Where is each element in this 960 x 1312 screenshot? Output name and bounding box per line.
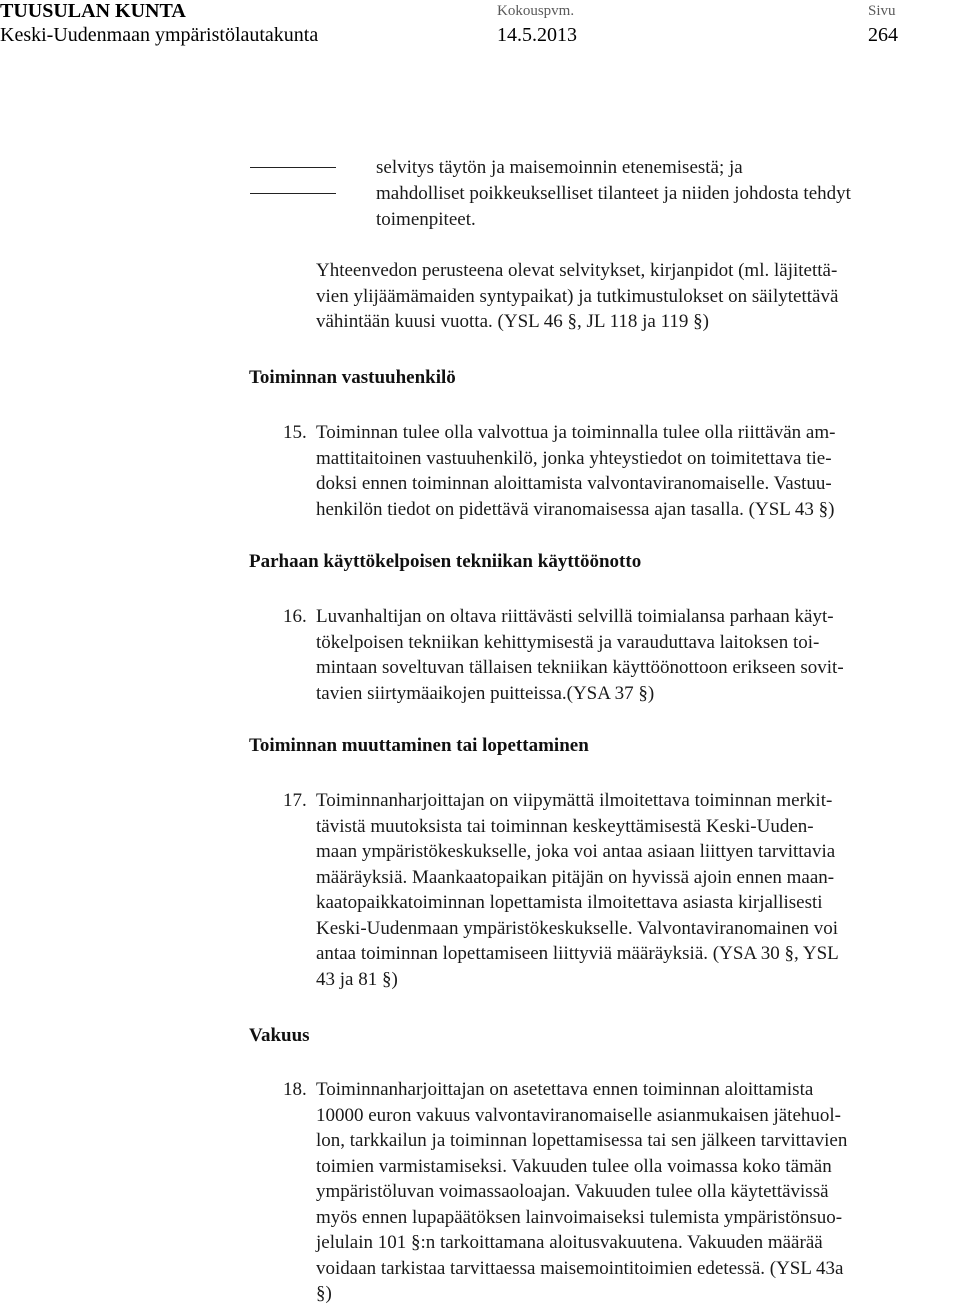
list-item-line: selvitys täytön ja maisemoinnin etenemisestä; ja [376,157,743,178]
paragraph-line: §) [316,1283,332,1304]
paragraph-line: 10000 euron vakuus valvontaviranomaiselle asianmukaisen jätehuol- [316,1104,841,1126]
organization-name: TUUSULAN KUNTA [0,0,186,22]
board-name: Keski-Uudenmaan ympäristölautakunta [0,24,319,46]
paragraph-line: Luvanhaltijan on oltava riittävästi selvillä toimialansa parhaan käyt- [316,606,834,627]
paragraph-line: antaa toiminnan lopettamiseen liittyviä määräyksiä. (YSA 30 §, YSL [316,943,839,964]
list-dash [250,167,336,168]
paragraph-line: doksi ennen toiminnan aloittamista valvontaviranomaiselle. Vastuu- [316,473,832,494]
regulation-18 [283,1077,847,1307]
regulation-number: 15. [283,422,307,443]
summary-paragraph [316,258,838,335]
regulation-17 [283,788,839,992]
paragraph-line: Keski-Uudenmaan ympäristökeskukselle. Valvontaviranomainen voi [316,917,839,939]
list-item-line: mahdolliset poikkeukselliset tilanteet ja niiden johdosta tehdyt [376,183,851,204]
paragraph-line: Yhteenvedon perusteena olevat selvitykset, kirjanpidot (ml. läjitettä- [316,260,838,281]
paragraph-line: toimien varmistamiseksi. Vakuuden tulee olla voimassa koko tämän [316,1155,832,1177]
paragraph-line: vähintään kuusi vuotta. (YSL 46 §, JL 118 ja 119 §) [316,311,709,332]
paragraph-line: tavien siirtymäaikojen puitteissa.(YSA 37 §) [316,682,655,704]
section-heading: Vakuus [249,1025,310,1046]
paragraph-line: henkilön tiedot on pidettävä viranomaisessa ajan tasalla. (YSL 43 §) [316,498,835,520]
paragraph-line: mattitaitoinen vastuuhenkilö, jonka yhteystiedot on toimitettava tie- [316,447,832,469]
paragraph-line: Toiminnanharjoittajan on asetettava ennen toiminnan aloittamista [316,1079,814,1100]
regulation-number: 17. [283,790,307,811]
paragraph-line: maan ympäristökeskukselle, joka voi antaa asiaan liittyen tarvittavia [316,841,836,862]
paragraph-line: 43 ja 81 §) [316,968,398,990]
paragraph-line: Toiminnan tulee olla valvottua ja toiminnalla tulee olla riittävän am- [316,422,836,443]
section-heading: Parhaan käyttökelpoisen tekniikan käyttöönotto [249,551,642,572]
paragraph-line: lon, tarkkailun ja toiminnan lopettamisessa tai sen jälkeen tarvittavien [316,1130,848,1151]
regulation-number: 16. [283,606,307,627]
paragraph-line: ympäristöluvan voimassaoloajan. Vakuuden tulee olla käytettävissä [316,1181,829,1202]
paragraph-line: määräyksiä. Maankaatopaikan pitäjän on hyvissä ajoin ennen maan- [316,866,835,888]
paragraph-line: voidaan tarkistaa tarvittaessa maisemointitoimien edetessä. (YSL 43a [316,1257,844,1279]
section-heading: Toiminnan vastuuhenkilö [249,367,456,388]
paragraph-line: vien ylijäämämaiden syntypaikat) ja tutkimustulokset on säilytettävä [316,285,839,307]
list-dash [250,193,336,194]
paragraph-line: jelulain 101 §:n tarkoittamana aloitusvakuutena. Vakuuden määrää [316,1232,823,1253]
paragraph-line: tökelpoisen tekniikan kehittymisestä ja varauduttava laitoksen toi- [316,631,820,653]
meeting-date: 14.5.2013 [497,24,577,46]
regulation-number: 18. [283,1079,307,1100]
document-header [0,0,960,56]
page-number: 264 [868,24,898,46]
list-item [376,181,851,232]
list-item-line: toimenpiteet. [376,208,476,230]
paragraph-line: mintaan soveltuvan tällaisen tekniikan käyttöönottoon erikseen sovit- [316,657,844,678]
regulation-15 [283,420,835,522]
page-label: Sivu [868,3,896,19]
paragraph-line: Toiminnanharjoittajan on viipymättä ilmoitettava toiminnan merkit- [316,790,833,811]
meeting-date-label: Kokouspvm. [497,3,575,19]
section-heading: Toiminnan muuttaminen tai lopettaminen [249,735,589,756]
paragraph-line: tävistä muutoksista tai toiminnan keskeyttämisestä Keski-Uuden- [316,815,814,837]
list-item [376,155,743,181]
paragraph-line: kaatopaikkatoiminnan lopettamista ilmoitettava asiasta kirjallisesti [316,892,823,913]
paragraph-line: myös ennen lupapäätöksen lainvoimaiseksi tulemista ympäristönsuo- [316,1206,843,1228]
regulation-16 [283,604,844,706]
